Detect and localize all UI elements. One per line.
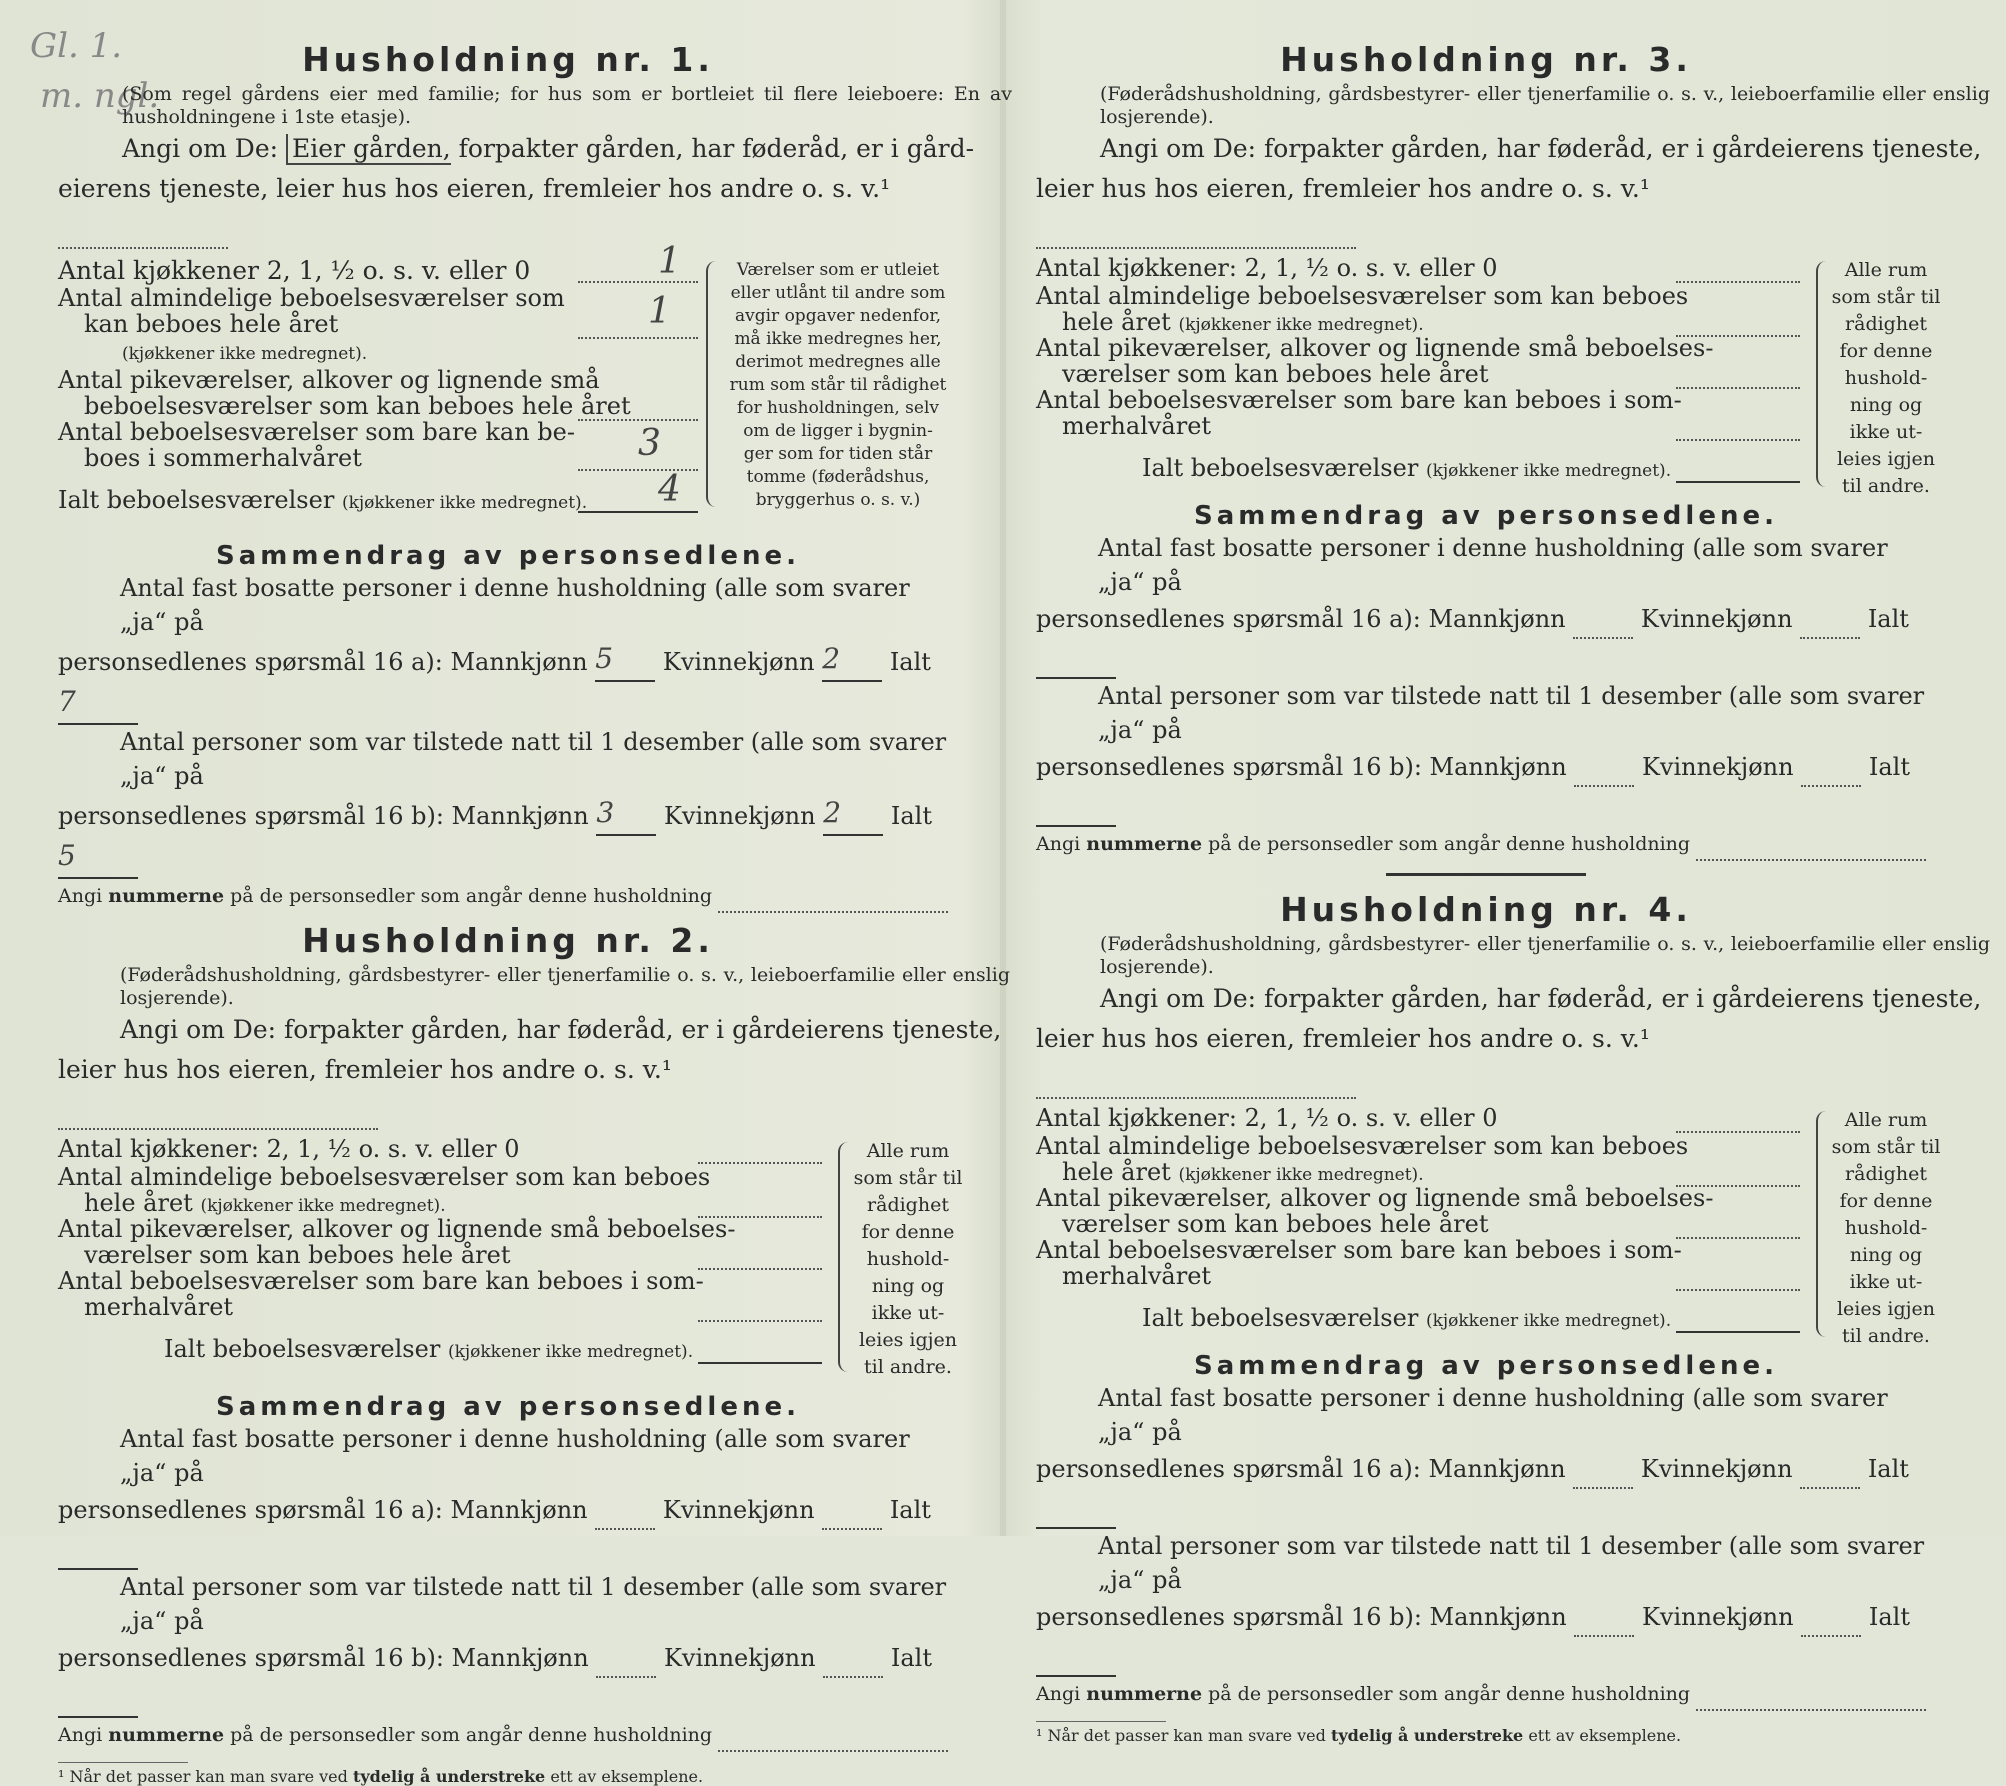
margin-note-2: m. ngl.	[40, 76, 160, 116]
household-4-rooms	[1036, 1104, 1941, 1347]
h4-alm-label-1: Antal almindelige beboelsesværelser som kan beboes	[1036, 1132, 1689, 1160]
h3-pike-label-2: værelser som kan beboes hele året	[1062, 360, 1489, 388]
angi-prefix: Angi om De:	[120, 1015, 277, 1044]
nummer-post: på de personsedler som angår denne husholdning	[230, 885, 713, 907]
ialt-short: Ialt	[889, 648, 931, 676]
foot-mark: ¹	[1036, 1726, 1043, 1745]
side-line: ning og	[1849, 1244, 1923, 1266]
h4-sommer-label-1: Antal beboelsesværelser som bare kan beboes i som-	[1036, 1236, 1682, 1264]
h3-sommer-line[interactable]	[1676, 439, 1800, 441]
h1-side-line: for husholdningen, selv	[736, 398, 940, 418]
h4-ialt-label	[1142, 1305, 1671, 1335]
h1-ialt-line[interactable]	[578, 511, 698, 513]
side-line: rådighet	[1845, 1163, 1927, 1185]
h1-side-note	[718, 259, 958, 512]
h3-alm-line[interactable]	[1676, 335, 1800, 337]
h3-pike-label-1: Antal pikeværelser, alkover og lignende små beboelses-	[1036, 334, 1714, 362]
h3-ialt-label	[1142, 455, 1671, 485]
h1-sommer-label-1: Antal beboelsesværelser som bare kan be-	[58, 418, 575, 446]
h3-fast-k[interactable]	[1800, 637, 1860, 639]
h2-alm-line[interactable]	[698, 1216, 822, 1218]
alm2: hele året	[84, 1189, 193, 1217]
side-line: Alle rum	[1844, 259, 1928, 281]
household-1-title: Husholdning nr. 1.	[302, 40, 714, 79]
right-page	[1036, 40, 1990, 1745]
h4-alm-line[interactable]	[1676, 1185, 1800, 1187]
ialt-text: Ialt beboelsesværelser	[58, 486, 335, 514]
nummer-bold: nummerne	[108, 1724, 225, 1746]
h1-fast-line2	[58, 639, 958, 725]
household-1-angi	[122, 129, 1012, 169]
h2-alm-label-1: Antal almindelige beboelsesværelser som kan beboes	[58, 1163, 711, 1191]
h1-fast-i: 7	[58, 685, 76, 718]
h3-separator	[1386, 873, 1586, 876]
side-line: hushold-	[1844, 1217, 1928, 1239]
h1-kjokkener-label: Antal kjøkkener 2, 1, ½ o. s. v. eller 0	[58, 256, 531, 285]
h3-alm-label-1: Antal almindelige beboelsesværelser som kan beboes	[1036, 282, 1689, 310]
h2-ialt-label	[164, 1336, 693, 1366]
h3-pike-line[interactable]	[1676, 387, 1800, 389]
h4-sum-title: Sammendrag av personsedlene.	[1194, 1351, 1778, 1381]
side-line: ikke ut-	[871, 1302, 945, 1324]
angi-prefix: Angi om De:	[1100, 134, 1257, 163]
h1-alm-label-3: (kjøkkener ikke medregnet).	[122, 344, 368, 364]
h4-tilst-line1: Antal personer som var tilstede natt til 1 desember (alle som svarer „ja“ på	[1098, 1532, 1925, 1594]
angi-rest: forpakter gården, har føderåd, er i gårdeierens tjeneste,	[1264, 984, 1982, 1013]
angi-line2: eierens tjeneste, leier hus hos eieren, fremleier hos andre o. s. v.¹	[58, 174, 891, 203]
alm2-note: (kjøkkener ikke medregnet).	[200, 1196, 446, 1216]
h2-pike-label-2: værelser som kan beboes hele året	[84, 1241, 511, 1269]
h2-sommer-line[interactable]	[698, 1320, 822, 1322]
h1-tilst-m: 3	[596, 796, 615, 829]
h4-nummer-line	[1036, 1677, 1936, 1711]
household-3-rooms	[1036, 254, 1941, 497]
kvinne-label: Kvinnekjønn	[1641, 753, 1794, 781]
side-line: til andre.	[1842, 1325, 1930, 1347]
h1-alm-label-1: Antal almindelige beboelsesværelser som	[58, 284, 565, 312]
h1-side-line: rum som står til rådighet	[729, 375, 947, 395]
h1-side-line: tomme (føderådshus,	[746, 467, 930, 487]
h1-side-line: avgir opgaver nedenfor,	[734, 306, 941, 326]
side-line: Alle rum	[1844, 1109, 1928, 1131]
h2-sommer-label-2: merhalvåret	[84, 1293, 234, 1321]
eier-underlined: Eier gården,	[286, 134, 451, 165]
household-2-rooms	[58, 1135, 963, 1384]
h1-tilst-k: 2	[823, 796, 842, 829]
h1-side-line: eller utlånt til andre som	[730, 283, 946, 303]
side-line: ning og	[1849, 394, 1923, 416]
angi-rest: forpakter gården, har føderåd, er i gård-	[458, 134, 975, 163]
side-line: leies igjen	[1836, 1298, 1936, 1320]
foot-bold: tydelig å understreke	[352, 1767, 546, 1786]
h2-fast-k[interactable]	[822, 1528, 882, 1530]
h4-fast-line1: Antal fast bosatte personer i denne husholdning (alle som svarer „ja“ på	[1098, 1384, 1888, 1446]
h4-pike-label-1: Antal pikeværelser, alkover og lignende små beboelses-	[1036, 1184, 1714, 1212]
h3-side-note	[1826, 257, 1946, 500]
left-page	[58, 40, 1012, 1786]
nummer-post: på de personsedler som angår denne husholdning	[230, 1724, 713, 1746]
household-1-note: (Som regel gårdens eier med familie; for hus som er bortleiet til flere leieboere: En av husholdningene i 1ste etasje).	[122, 83, 1012, 128]
household-3-title: Husholdning nr. 3.	[1280, 40, 1692, 79]
foot-pre: Når det passer kan man svare ved	[1047, 1726, 1326, 1745]
h4-pike-label-2: værelser som kan beboes hele året	[1062, 1210, 1489, 1238]
h4-tilst-line2	[1036, 1597, 1936, 1677]
h1-side-line: om de ligger i bygnin-	[743, 421, 933, 441]
h2-tilst-m[interactable]	[596, 1676, 656, 1678]
ialt-text: Ialt beboelsesværelser	[1142, 454, 1419, 482]
foot-bold: tydelig å understreke	[1330, 1726, 1524, 1745]
h1-ialt-value: 4	[658, 469, 681, 510]
h4-tilst-m[interactable]	[1574, 1635, 1634, 1637]
h1-fast-m: 5	[595, 642, 614, 675]
tilst-label: personsedlenes spørsmål 16 b): Mannkjønn	[58, 1644, 589, 1672]
ialt-short: Ialt	[890, 802, 932, 830]
ialt-note: (kjøkkener ikke medregnet).	[1425, 461, 1672, 481]
side-line: hushold-	[866, 1248, 950, 1270]
household-4-angi-line2	[1036, 1019, 1936, 1099]
h4-sommer-label-2: merhalvåret	[1062, 1262, 1212, 1290]
ialt-short: Ialt	[889, 1496, 931, 1524]
side-line: leies igjen	[858, 1329, 958, 1351]
household-2-angi	[120, 1010, 1010, 1050]
h1-side-line: må ikke medregnes her,	[734, 329, 942, 349]
h2-sommer-label-1: Antal beboelsesværelser som bare kan beboes i som-	[58, 1267, 704, 1295]
foot-pre: Når det passer kan man svare ved	[69, 1767, 348, 1786]
h1-tilst-line2	[58, 793, 958, 879]
angi-rest: forpakter gården, har føderåd, er i gårdeierens tjeneste,	[284, 1015, 1002, 1044]
h1-side-line: ger som for tiden står	[743, 444, 933, 464]
h3-kjokkener-label: Antal kjøkkener: 2, 1, ½ o. s. v. eller 0	[1036, 254, 1498, 282]
household-2-note: (Føderådshusholdning, gårdsbestyrer- eller tjenerfamilie o. s. v., leieboerfamilie eller enslig losjerende).	[120, 964, 1010, 1009]
angi-line2: leier hus hos eieren, fremleier hos andre o. s. v.¹	[58, 1055, 672, 1084]
h1-sommer-label-2: boes i sommerhalvåret	[84, 444, 362, 472]
nummer-pre: Angi	[1036, 833, 1081, 855]
h1-alm-value: 1	[648, 291, 671, 332]
household-1	[58, 40, 1012, 913]
ialt-short: Ialt	[890, 1644, 932, 1672]
h4-fast-k[interactable]	[1800, 1487, 1860, 1489]
alm2-note: (kjøkkener ikke medregnet).	[1178, 315, 1424, 335]
h3-tilst-line2	[1036, 747, 1936, 827]
h2-fast-line2	[58, 1490, 958, 1570]
side-line: hushold-	[1844, 367, 1928, 389]
ialt-short: Ialt	[1867, 1455, 1909, 1483]
side-line: til andre.	[864, 1356, 952, 1378]
kvinne-label: Kvinnekjønn	[662, 648, 815, 676]
h4-tilst-k[interactable]	[1801, 1635, 1861, 1637]
angi-line2: leier hus hos eieren, fremleier hos andre o. s. v.¹	[1036, 174, 1650, 203]
h1-ialt-label	[58, 487, 587, 517]
nummer-post: på de personsedler som angår denne husholdning	[1208, 833, 1691, 855]
nummer-pre: Angi	[1036, 1683, 1081, 1705]
h2-kjokken-line[interactable]	[698, 1162, 822, 1164]
kvinne-label: Kvinnekjønn	[663, 802, 816, 830]
h4-kjokken-line[interactable]	[1676, 1131, 1800, 1133]
h3-ialt-line[interactable]	[1676, 481, 1800, 483]
h2-pike-line[interactable]	[698, 1268, 822, 1270]
alm2: hele året	[1062, 1158, 1171, 1186]
household-3-angi-line2	[1036, 169, 1936, 249]
h1-alm-label-2: kan beboes hele året	[84, 310, 339, 338]
nummer-bold: nummerne	[108, 885, 225, 907]
household-2	[58, 921, 1010, 1786]
household-1-angi-line2	[58, 169, 948, 249]
h2-fast-line1: Antal fast bosatte personer i denne husholdning (alle som svarer „ja“ på	[120, 1425, 910, 1487]
h2-tilst-line1: Antal personer som var tilstede natt til 1 desember (alle som svarer „ja“ på	[120, 1573, 947, 1635]
h1-side-line: bryggerhus o. s. v.)	[755, 490, 921, 510]
h3-tilst-m[interactable]	[1574, 785, 1634, 787]
fast-label: personsedlenes spørsmål 16 a): Mannkjønn	[58, 1496, 588, 1524]
side-line: til andre.	[1842, 475, 1930, 497]
ialt-note: (kjøkkener ikke medregnet).	[1425, 1311, 1672, 1331]
h1-side-line: Værelser som er utleiet	[736, 260, 940, 280]
kvinne-label: Kvinnekjønn	[1640, 1455, 1793, 1483]
foot-post: ett av eksemplene.	[1528, 1726, 1682, 1745]
h1-alm-line[interactable]	[578, 337, 698, 339]
ialt-text: Ialt beboelsesværelser	[1142, 1304, 1419, 1332]
side-line: Alle rum	[866, 1140, 950, 1162]
h1-tilst-line1: Antal personer som var tilstede natt til 1 desember (alle som svarer „ja“ på	[120, 728, 947, 790]
side-line: ning og	[871, 1275, 945, 1297]
h4-side-note	[1826, 1107, 1946, 1350]
tilst-label: personsedlenes spørsmål 16 b): Mannkjønn	[1036, 753, 1567, 781]
kvinne-label: Kvinnekjønn	[663, 1644, 816, 1672]
household-1-rooms	[58, 241, 958, 533]
h4-sommer-line[interactable]	[1676, 1289, 1800, 1291]
left-footnote	[58, 1762, 704, 1786]
household-3-note: (Føderådshusholdning, gårdsbestyrer- eller tjenerfamilie o. s. v., leieboerfamilie eller enslig losjerende).	[1100, 83, 1990, 128]
h3-fast-m[interactable]	[1573, 637, 1633, 639]
household-2-angi-line2	[58, 1050, 958, 1130]
h3-tilst-line1: Antal personer som var tilstede natt til 1 desember (alle som svarer „ja“ på	[1098, 682, 1925, 744]
angi-rest: forpakter gården, har føderåd, er i gårdeierens tjeneste,	[1264, 134, 1982, 163]
h2-ialt-line[interactable]	[698, 1362, 822, 1364]
right-footnote	[1036, 1721, 1682, 1745]
household-4-title: Husholdning nr. 4.	[1280, 890, 1692, 929]
side-line: rådighet	[867, 1194, 949, 1216]
foot-mark: ¹	[58, 1767, 65, 1786]
alm2-note: (kjøkkener ikke medregnet).	[1178, 1165, 1424, 1185]
h1-nummer-line	[58, 879, 958, 913]
fast-label: personsedlenes spørsmål 16 a): Mannkjønn	[1036, 605, 1566, 633]
tilst-label: personsedlenes spørsmål 16 b): Mannkjønn	[1036, 1603, 1567, 1631]
h2-fast-m[interactable]	[595, 1528, 655, 1530]
side-line: som står til	[1831, 286, 1941, 308]
h2-sum-title: Sammendrag av personsedlene.	[216, 1392, 800, 1422]
h3-sommer-label-1: Antal beboelsesværelser som bare kan beboes i som-	[1036, 386, 1682, 414]
h2-kjokkener-label: Antal kjøkkener: 2, 1, ½ o. s. v. eller 0	[58, 1135, 520, 1163]
h1-pike-label-1: Antal pikeværelser, alkover og lignende små	[58, 366, 600, 394]
h4-fast-m[interactable]	[1573, 1487, 1633, 1489]
h1-sum-title: Sammendrag av personsedlene.	[216, 541, 800, 571]
nummer-bold: nummerne	[1086, 833, 1203, 855]
kvinne-label: Kvinnekjønn	[662, 1496, 815, 1524]
tilst-label: personsedlenes spørsmål 16 b): Mannkjønn	[58, 802, 589, 830]
h4-ialt-line[interactable]	[1676, 1331, 1800, 1333]
side-line: ikke ut-	[1849, 1271, 1923, 1293]
ialt-note: (kjøkkener ikke medregnet).	[447, 1342, 694, 1362]
household-2-title: Husholdning nr. 2.	[302, 921, 714, 960]
side-line: for denne	[1839, 340, 1933, 362]
household-4	[1036, 890, 1990, 1745]
h1-pike-line[interactable]	[578, 419, 698, 421]
side-line: for denne	[861, 1221, 955, 1243]
side-line: som står til	[853, 1167, 963, 1189]
fast-label: personsedlenes spørsmål 16 a): Mannkjønn	[58, 648, 588, 676]
nummer-post: på de personsedler som angår denne husholdning	[1208, 1683, 1691, 1705]
h3-sommer-label-2: merhalvåret	[1062, 412, 1212, 440]
h2-pike-label-1: Antal pikeværelser, alkover og lignende små beboelses-	[58, 1215, 736, 1243]
h1-fast-k: 2	[822, 642, 841, 675]
h3-tilst-k[interactable]	[1801, 785, 1861, 787]
h1-tilst-i: 5	[58, 839, 76, 872]
nummer-pre: Angi	[58, 1724, 103, 1746]
foot-post: ett av eksemplene.	[550, 1767, 704, 1786]
page-fold	[1000, 0, 1006, 1536]
h3-nummer-line	[1036, 827, 1936, 861]
h4-fast-line2	[1036, 1449, 1936, 1529]
nummer-bold: nummerne	[1086, 1683, 1203, 1705]
household-3-angi	[1100, 129, 1990, 169]
side-line: rådighet	[1845, 313, 1927, 335]
h4-kjokkener-label: Antal kjøkkener: 2, 1, ½ o. s. v. eller 0	[1036, 1104, 1498, 1132]
h2-tilst-k[interactable]	[823, 1676, 883, 1678]
ialt-note: (kjøkkener ikke medregnet).	[341, 493, 588, 513]
kvinne-label: Kvinnekjønn	[1640, 605, 1793, 633]
h2-nummer-line	[58, 1718, 958, 1752]
side-line: som står til	[1831, 1136, 1941, 1158]
kvinne-label: Kvinnekjønn	[1641, 1603, 1794, 1631]
h3-sum-title: Sammendrag av personsedlene.	[1194, 501, 1778, 531]
angi-line2: leier hus hos eieren, fremleier hos andre o. s. v.¹	[1036, 1024, 1650, 1053]
side-line: for denne	[1839, 1190, 1933, 1212]
nummer-pre: Angi	[58, 885, 103, 907]
margin-note-1: Gl. 1.	[30, 26, 123, 66]
side-line: leies igjen	[1836, 448, 1936, 470]
fast-label: personsedlenes spørsmål 16 a): Mannkjønn	[1036, 1455, 1566, 1483]
ialt-short: Ialt	[1867, 605, 1909, 633]
h1-kjokken-value: 1	[658, 241, 681, 282]
household-4-note: (Føderådshusholdning, gårdsbestyrer- eller tjenerfamilie o. s. v., leieboerfamilie eller enslig losjerende).	[1100, 933, 1990, 978]
h2-side-note	[848, 1138, 968, 1381]
h1-fast-line1: Antal fast bosatte personer i denne husholdning (alle som svarer „ja“ på	[120, 574, 910, 636]
household-3	[1036, 40, 1990, 876]
side-line: ikke ut-	[1849, 421, 1923, 443]
h2-tilst-line2	[58, 1638, 958, 1718]
angi-prefix: Angi om De:	[1100, 984, 1257, 1013]
household-4-angi	[1100, 979, 1990, 1019]
ialt-short: Ialt	[1868, 753, 1910, 781]
ialt-short: Ialt	[1868, 1603, 1910, 1631]
h1-pike-label-2: beboelsesværelser som kan beboes hele året	[84, 392, 631, 420]
h3-fast-line2	[1036, 599, 1936, 679]
h1-side-line: derimot medregnes alle	[735, 352, 941, 372]
ialt-text: Ialt beboelsesværelser	[164, 1335, 441, 1363]
h3-fast-line1: Antal fast bosatte personer i denne husholdning (alle som svarer „ja“ på	[1098, 534, 1888, 596]
h1-sommer-value: 3	[638, 423, 661, 464]
h4-pike-line[interactable]	[1676, 1237, 1800, 1239]
h3-kjokken-line[interactable]	[1676, 281, 1800, 283]
angi-prefix: Angi om De:	[122, 134, 279, 163]
alm2: hele året	[1062, 308, 1171, 336]
